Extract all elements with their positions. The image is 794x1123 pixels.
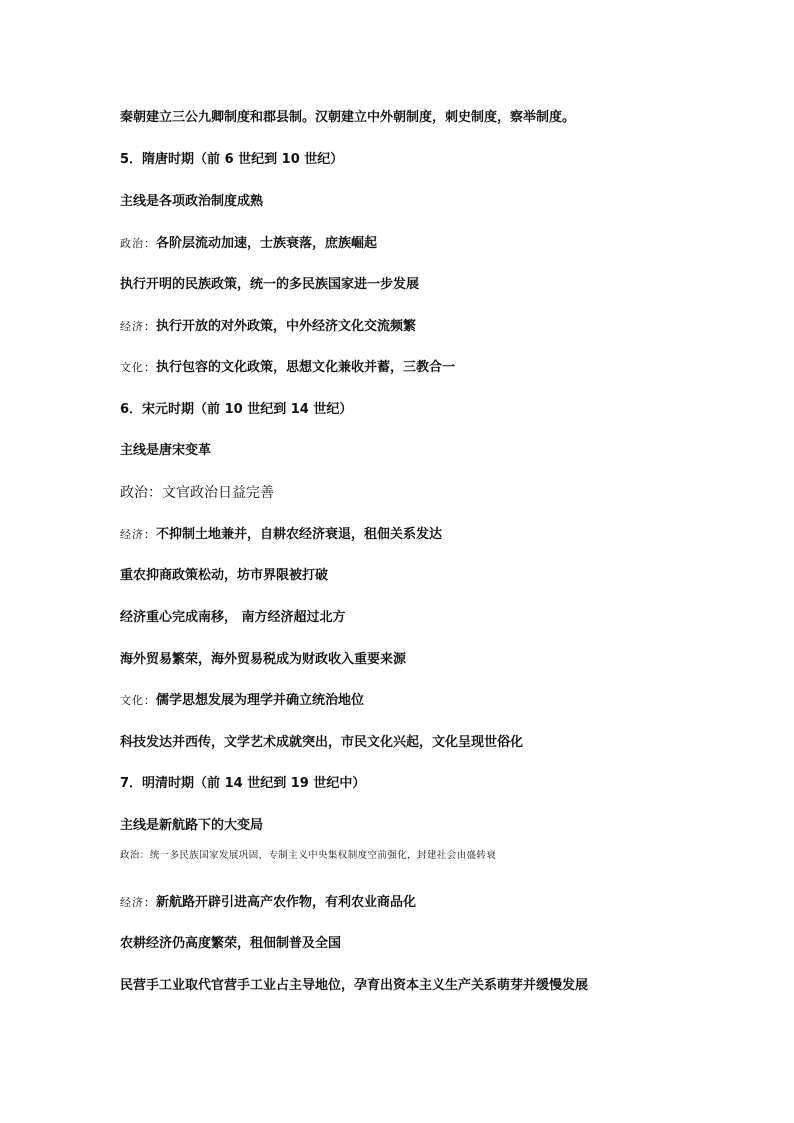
line-text: 主线是各项政治制度成熟 [120, 194, 264, 209]
line-text: 重农抑商政策松动，坊市界限被打破 [120, 568, 329, 583]
main-thread-ming-qing [120, 819, 263, 832]
text-line-science-arts [120, 736, 523, 749]
category-label: 经济： [120, 528, 156, 541]
text-line-song-yuan-politics [120, 486, 274, 500]
category-label: 经济： [120, 896, 156, 909]
category-label: 文化： [120, 361, 156, 374]
text-line-song-yuan-culture [120, 694, 364, 707]
text-line-sui-tang-economy [120, 320, 416, 333]
line-text: 海外贸易繁荣，海外贸易税成为财政收入重要来源 [120, 652, 407, 667]
line-text: 主线是新航路下的大变局 [120, 818, 264, 833]
text-line-ethnic-policy [120, 278, 419, 291]
category-label: 经济： [120, 320, 156, 333]
line-text: 执行开放的对外政策，中外经济文化交流频繁 [156, 319, 417, 334]
line-text: 主线是唐宋变革 [120, 443, 212, 458]
line-text: 政治：文官政治日益完善 [120, 485, 274, 501]
text-line-ming-qing-economy [120, 896, 416, 909]
text-line-farming-economy [120, 937, 341, 950]
text-line-song-yuan-economy [120, 528, 442, 541]
line-text: 经济重心完成南移， 南方经济超过北方 [120, 610, 346, 625]
line-text: 政治：统一多民族国家发展巩固，专制主义中央集权制度空前强化，封建社会由盛转衰 [120, 850, 497, 861]
line-text: 执行开明的民族政策，统一的多民族国家进一步发展 [120, 277, 420, 292]
text-line-sui-tang-politics [120, 237, 377, 250]
line-text: 7．明清时期（前 14 世纪到 19 世纪中） [120, 776, 366, 791]
text-line-overseas-trade [120, 653, 406, 666]
main-thread-sui-tang [120, 195, 263, 208]
text-line-economic-center [120, 611, 346, 624]
line-text: 5．隋唐时期（前 6 世纪到 10 世纪） [120, 152, 344, 167]
line-text: 新航路开辟引进高产农作物，有利农业商品化 [156, 895, 417, 910]
section-heading-ming-qing [120, 777, 365, 790]
line-text: 民营手工业取代官营手工业占主导地位，孕育出资本主义生产关系萌芽并缓慢发展 [120, 978, 589, 993]
line-text: 6．宋元时期（前 10 世纪到 14 世纪） [120, 402, 353, 417]
category-label: 政治： [120, 237, 156, 250]
line-text: 执行包容的文化政策，思想文化兼收并蓄，三教合一 [156, 360, 456, 375]
section-heading-sui-tang [120, 153, 343, 166]
text-line-qin-han [120, 111, 575, 124]
line-text: 农耕经济仍高度繁荣，租佃制普及全国 [120, 936, 342, 951]
text-line-handicraft [120, 979, 588, 992]
section-heading-song-yuan [120, 403, 352, 416]
main-thread-song-yuan [120, 444, 211, 457]
line-text: 不抑制土地兼并，自耕农经济衰退，租佃关系发达 [156, 527, 443, 542]
line-text: 科技发达并西传，文学艺术成就突出，市民文化兴起，文化呈现世俗化 [120, 735, 524, 750]
text-line-ming-qing-politics [120, 851, 496, 861]
text-line-sui-tang-culture [120, 361, 455, 374]
category-label: 文化： [120, 694, 156, 707]
text-line-commerce-policy [120, 569, 328, 582]
line-text: 儒学思想发展为理学并确立统治地位 [156, 693, 365, 708]
line-text: 各阶层流动加速，士族衰落，庶族崛起 [156, 236, 378, 251]
line-text: 秦朝建立三公九卿制度和郡县制。汉朝建立中外朝制度，刺史制度，察举制度。 [120, 110, 576, 125]
